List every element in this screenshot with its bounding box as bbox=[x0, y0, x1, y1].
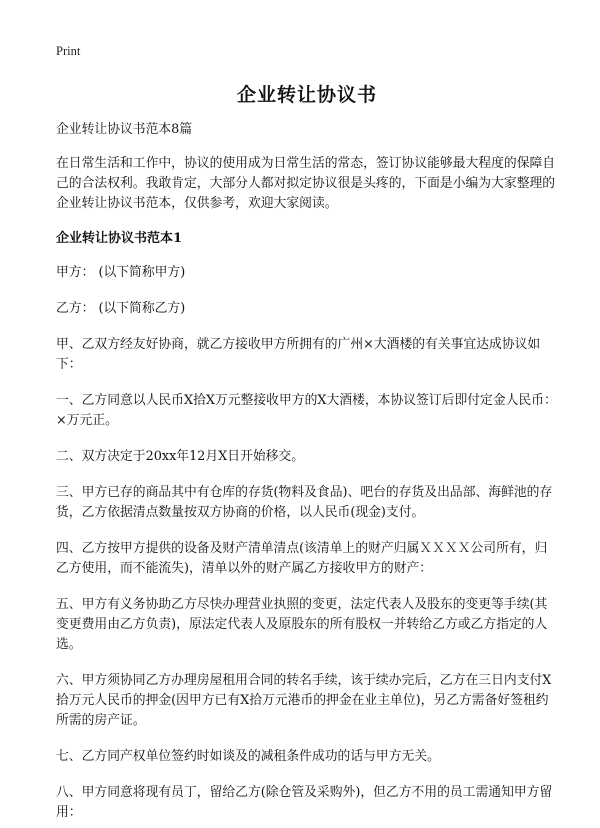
section-heading: 企业转让协议书范本1 bbox=[56, 231, 183, 246]
clause-2: 二、双方决定于20xx年12月X日开始移交。 bbox=[56, 449, 305, 464]
clause-3: 三、甲方已存的商品其中有仓库的存货(物料及食品)、吧台的存货及出品部、海鲜池的存货，乙方依据清点数量按双方协商的价格，以人民币(现金)支付。 bbox=[56, 485, 553, 520]
clause-7: 七、乙方同产权单位签约时如谈及的减租条件成功的话与甲方无关。 bbox=[56, 749, 440, 764]
clause-5: 五、甲方有义务协助乙方尽快办理营业执照的变更，法定代表人及股东的变更等手续(其变更费用由乙方负责)，原法定代表人及原股东的所有股权一并转给乙方或乙方指定的人选。 bbox=[56, 597, 548, 652]
document-title: 企业转让协议书 bbox=[236, 84, 377, 106]
intro-paragraph: 在日常生活和工作中，协议的使用成为日常生活的常态，签订协议能够最大程度的保障自己的合法权利。我敢肯定，大部分人都对拟定协议很是头疼的，下面是小编为大家整理的企业转让协议书范本，仅供参考，欢迎大家阅读。 bbox=[56, 156, 556, 211]
clause-4: 四、乙方按甲方提供的设备及财产清单清点(该清单上的财产归属ＸＸＸＸ公司所有，归乙方使用，而不能流失)，清单以外的财产属乙方接收甲方的财产： bbox=[56, 541, 548, 576]
print-label[interactable]: Print bbox=[56, 44, 81, 58]
clause-6: 六、甲方须协同乙方办理房屋租用合同的转名手续，该于续办完后，乙方在三日内支付X拾万元人民币的押金(因甲方已有X拾万元港币的押金在业主单位)，另乙方需备好签租约所需的房产证。 bbox=[56, 673, 552, 728]
clause-8: 八、甲方同意将现有员丁，留给乙方(除仓管及采购外)，但乙方不用的员工需通知甲方留用： bbox=[56, 785, 553, 820]
party-b-line: 乙方： (以下简称乙方) bbox=[56, 301, 186, 316]
clause-1: 一、乙方同意以人民币X拾X万元整接收甲方的X大酒楼，本协议签订后即付定金人民币：×万元正。 bbox=[56, 393, 557, 428]
document-subtitle: 企业转让协议书范本8篇 bbox=[56, 122, 193, 137]
agreement-preamble: 甲、乙双方经友好协商，就乙方接收甲方所拥有的广州×大酒楼的有关事宜达成协议如下： bbox=[56, 337, 541, 372]
party-a-line: 甲方： (以下简称甲方) bbox=[56, 265, 186, 280]
